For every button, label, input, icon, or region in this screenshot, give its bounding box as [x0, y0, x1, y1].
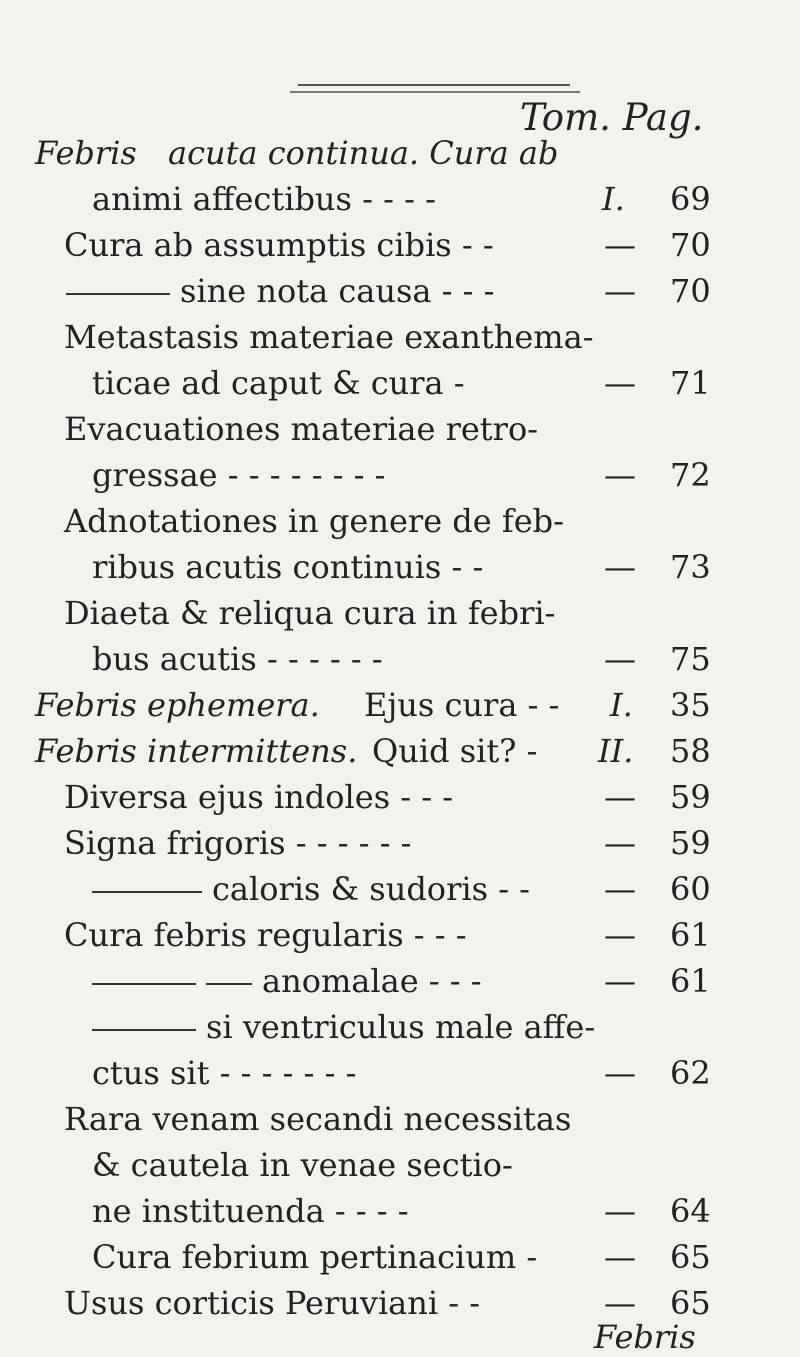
- entry-volume: —: [604, 364, 636, 402]
- entry-text: ne instituenda - - - -: [92, 1192, 409, 1230]
- list-item: [0, 268, 800, 314]
- entry-page: 69: [670, 180, 711, 218]
- entry-text: Usus corticis Peruviani - -: [64, 1284, 481, 1322]
- entry-page: 65: [670, 1284, 711, 1322]
- entry-text: anomalae - - -: [262, 962, 482, 1000]
- entry-text: Metastasis materiae exanthema-: [64, 318, 594, 356]
- entry-page: 60: [670, 870, 711, 908]
- entry-volume: —: [604, 962, 636, 1000]
- entry-text: ticae ad caput & cura -: [92, 364, 465, 402]
- ditto-dash: [206, 983, 252, 985]
- list-item: [0, 1188, 800, 1234]
- ditto-dash: [92, 1029, 196, 1031]
- entry-page: 70: [670, 226, 711, 264]
- entry-text: acuta continua. Cura ab: [168, 134, 559, 172]
- entry-volume: —: [604, 1054, 636, 1092]
- list-item: [0, 1096, 800, 1142]
- list-item: [0, 406, 800, 452]
- entry-page: 75: [670, 640, 711, 678]
- list-item: [0, 958, 800, 1004]
- list-item: [0, 636, 800, 682]
- list-item: [0, 176, 800, 222]
- entry-title-italic: Febris intermittens.: [35, 732, 358, 770]
- entry-volume: —: [604, 272, 636, 310]
- entry-volume: —: [604, 1192, 636, 1230]
- entry-text: & cautela in venae sectio-: [92, 1146, 513, 1184]
- list-item: [0, 912, 800, 958]
- entry-text: gressae - - - - - - - -: [92, 456, 386, 494]
- entry-page: 65: [670, 1238, 711, 1276]
- list-item: [0, 498, 800, 544]
- entry-volume: —: [604, 824, 636, 862]
- entry-volume: —: [604, 1284, 636, 1322]
- entry-text: Cura febris regularis - - -: [64, 916, 467, 954]
- entry-page: 62: [670, 1054, 711, 1092]
- entry-text: Adnotationes in genere de feb-: [64, 502, 564, 540]
- entry-text: Ejus cura - -: [364, 686, 560, 724]
- entry-text: Quid sit? -: [372, 732, 538, 770]
- entry-page: 73: [670, 548, 711, 586]
- list-item: [0, 360, 800, 406]
- entry-volume: —: [604, 456, 636, 494]
- list-item: [0, 866, 800, 912]
- entry-volume: —: [604, 1238, 636, 1276]
- entry-text: Cura febrium pertinacium -: [92, 1238, 538, 1276]
- entry-page: 61: [670, 916, 711, 954]
- ditto-dash: [92, 891, 202, 893]
- entry-volume: —: [604, 870, 636, 908]
- entry-page: 64: [670, 1192, 711, 1230]
- catchword: Febris: [594, 1318, 696, 1356]
- entry-volume: I.: [602, 180, 625, 218]
- entry-page: 72: [670, 456, 711, 494]
- entry-text: animi affectibus - - - -: [92, 180, 436, 218]
- entry-text: caloris & sudoris - -: [212, 870, 530, 908]
- list-item: [0, 130, 800, 176]
- entry-page: 59: [670, 778, 711, 816]
- entry-text: Cura ab assumptis cibis - -: [64, 226, 494, 264]
- header-rule-lower: [290, 91, 580, 93]
- entry-volume: II.: [598, 732, 634, 770]
- list-item: [0, 1142, 800, 1188]
- header-rule: [298, 84, 570, 86]
- entry-text: Signa frigoris - - - - - -: [64, 824, 412, 862]
- list-item: [0, 1234, 800, 1280]
- entry-text: Diversa ejus indoles - - -: [64, 778, 454, 816]
- entry-page: 58: [670, 732, 711, 770]
- tom-pag-heading: Tom. Pag.: [520, 96, 704, 139]
- entry-page: 59: [670, 824, 711, 862]
- list-item: [0, 1004, 800, 1050]
- entry-text: Rara venam secandi necessitas: [64, 1100, 572, 1138]
- ditto-dash: [66, 293, 170, 295]
- entry-page: 61: [670, 962, 711, 1000]
- list-item: [0, 1050, 800, 1096]
- entry-text: ctus sit - - - - - - -: [92, 1054, 357, 1092]
- entry-text: sine nota causa - - -: [180, 272, 495, 310]
- entry-text: Diaeta & reliqua cura in febri-: [64, 594, 556, 632]
- entry-text: ribus acutis continuis - -: [92, 548, 484, 586]
- entry-volume: —: [604, 916, 636, 954]
- entry-volume: —: [604, 778, 636, 816]
- list-item: [0, 452, 800, 498]
- entry-text: Evacuationes materiae retro-: [64, 410, 539, 448]
- entry-page: 35: [670, 686, 711, 724]
- ditto-dash: [92, 983, 196, 985]
- entry-volume: I.: [610, 686, 633, 724]
- entry-volume: —: [604, 226, 636, 264]
- list-item: [0, 222, 800, 268]
- list-item: [0, 728, 800, 774]
- entry-page: 71: [670, 364, 711, 402]
- entry-volume: —: [604, 548, 636, 586]
- list-item: [0, 682, 800, 728]
- entry-page: 70: [670, 272, 711, 310]
- list-item: [0, 774, 800, 820]
- entry-title-italic: Febris: [35, 134, 137, 172]
- entry-text: si ventriculus male affe-: [206, 1008, 596, 1046]
- list-item: [0, 590, 800, 636]
- list-item: [0, 314, 800, 360]
- entry-title-italic: Febris ephemera.: [35, 686, 320, 724]
- list-item: [0, 544, 800, 590]
- list-item: [0, 820, 800, 866]
- entry-text: bus acutis - - - - - -: [92, 640, 383, 678]
- entry-volume: —: [604, 640, 636, 678]
